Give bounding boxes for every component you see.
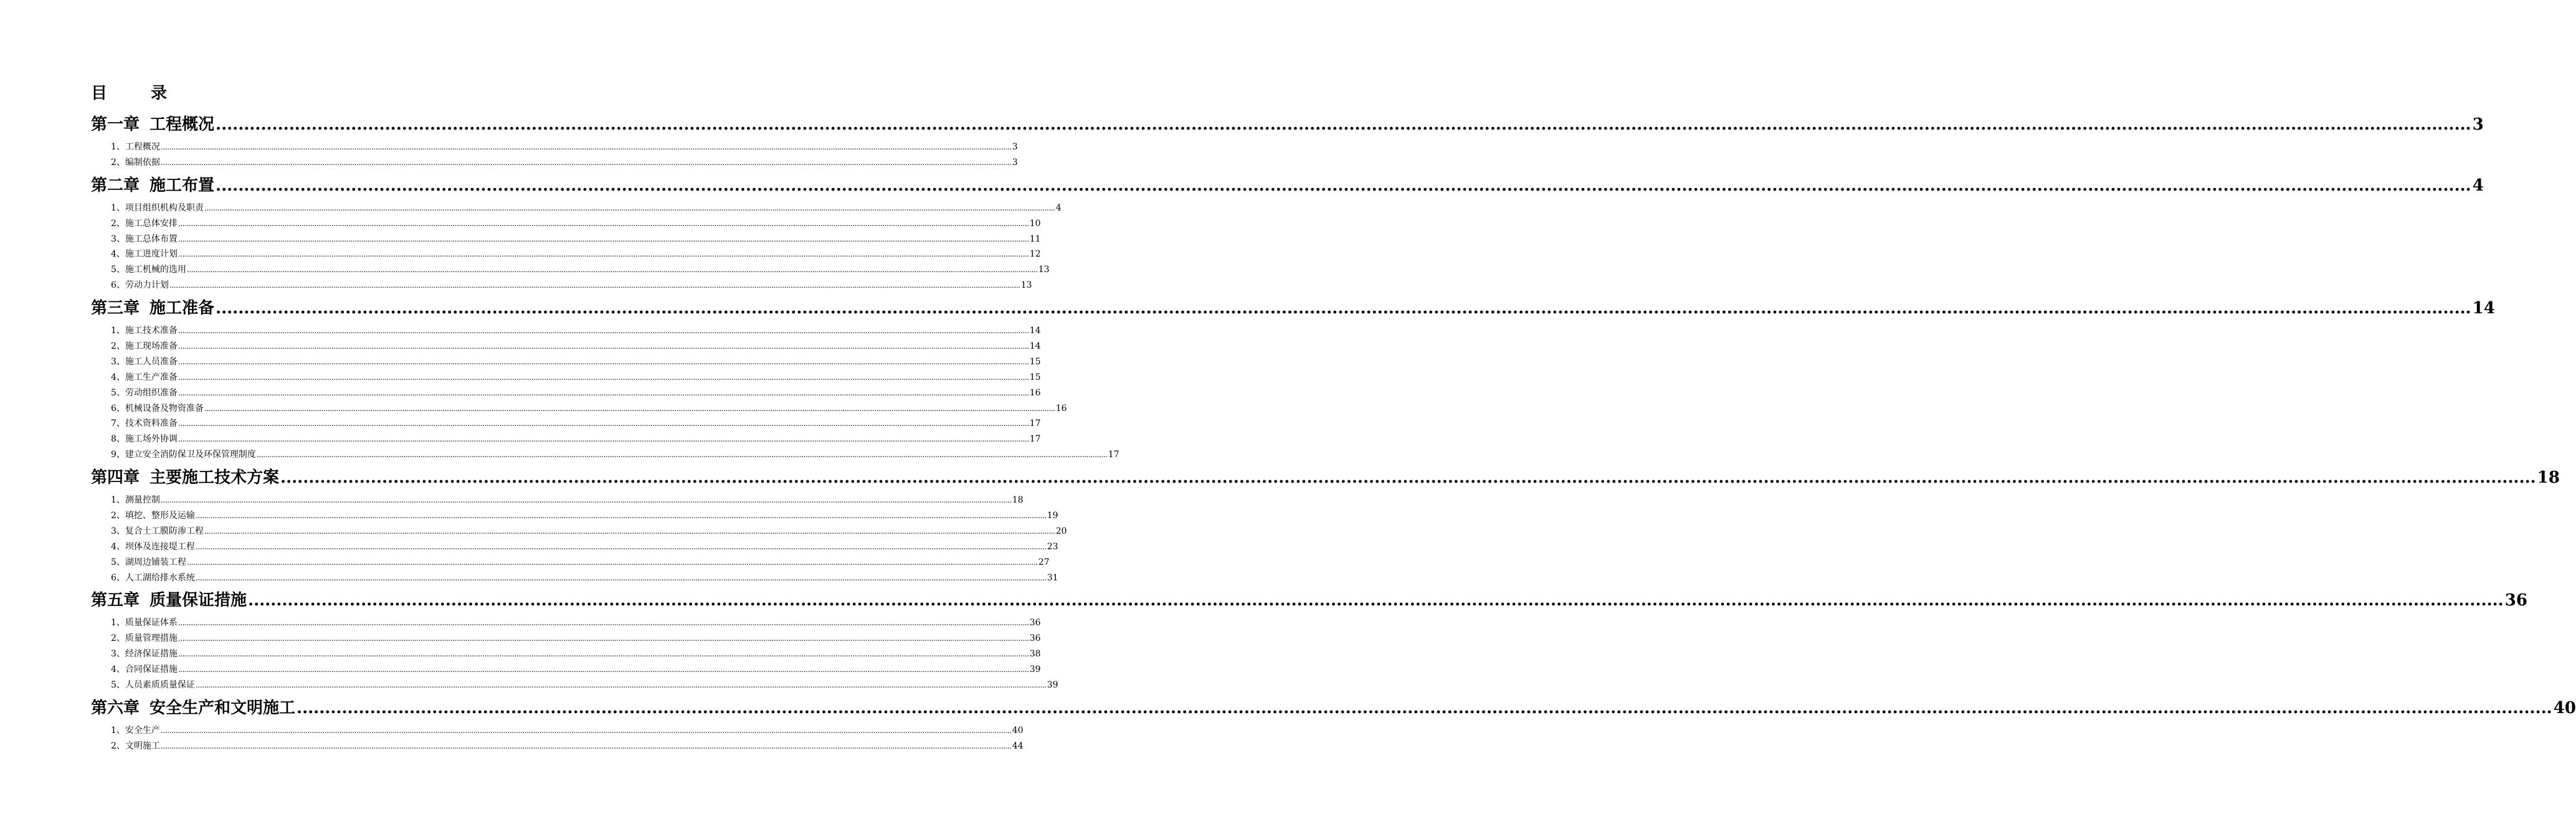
- chapter-number: 第三章: [91, 299, 140, 318]
- dot-leader: ................................................................................................................................................................................................................................................................................................................................................................................................................: [160, 143, 1012, 151]
- toc-section-entry[interactable]: [91, 354, 1041, 370]
- dot-leader: ................................................................................................................................................................................................................................................................................................................................................................................................................: [160, 741, 1012, 750]
- section-page-number: 44: [1012, 740, 1024, 751]
- section-title: 3、施工总体布置: [111, 234, 178, 244]
- dot-leader: ................................................................................................................................................................................................................................................................................................................................................................................................................: [186, 557, 1038, 567]
- section-title: 7、技术资料准备: [111, 418, 178, 429]
- chapter-title: 施工布置: [150, 176, 215, 195]
- chapter-number: 第五章: [91, 591, 140, 610]
- toc-section-entry[interactable]: [91, 447, 1119, 463]
- section-title: 2、施工现场准备: [111, 341, 178, 352]
- chapter-title: 主要施工技术方案: [150, 468, 280, 488]
- section-page-number: 19: [1047, 511, 1058, 521]
- section-page-number: 38: [1029, 649, 1041, 660]
- section-title: 5、湖周边铺装工程: [111, 557, 186, 567]
- toc-section-entry[interactable]: [91, 678, 1058, 693]
- section-page-number: 36: [1029, 618, 1041, 628]
- toc-section-entry[interactable]: [91, 247, 1041, 262]
- section-page-number: 3: [1012, 142, 1018, 152]
- dot-leader: ................................................................................................................................................................................................................................................................................................................................................................................................................: [204, 526, 1055, 536]
- toc-section-entry[interactable]: [91, 401, 1067, 417]
- section-title: 6、劳动力计划: [111, 280, 169, 291]
- toc-section-entry[interactable]: [91, 140, 1018, 155]
- section-page-number: 13: [1038, 265, 1050, 275]
- toc-chapter-entry[interactable]: [91, 463, 2560, 493]
- chapter-number: 第一章: [91, 115, 140, 134]
- chapter-title: 施工准备: [150, 299, 215, 318]
- dot-leader: ................................................................................................................................................................................................................................................................................................................................................................................................................: [186, 265, 1038, 275]
- chapter-page-number: 40: [2553, 698, 2576, 717]
- section-page-number: 16: [1055, 403, 1067, 414]
- section-page-number: 15: [1029, 372, 1041, 382]
- section-page-number: 39: [1047, 680, 1058, 691]
- toc-section-entry[interactable]: [91, 432, 1041, 447]
- chapter-number: 第四章: [91, 468, 140, 488]
- dot-leader: ................................................................................................................................................................................................................................................................................................................................................................................................................: [195, 573, 1047, 582]
- section-title: 2、质量管理措施: [111, 633, 178, 644]
- toc-section-entry[interactable]: [91, 323, 1041, 339]
- section-page-number: 4: [1055, 202, 1062, 213]
- dot-leader: ................................................................................................................................................................................................................................................................................................................................................................................................................: [216, 176, 2471, 195]
- section-page-number: 27: [1038, 557, 1050, 567]
- section-title: 4、合同保证措施: [111, 664, 178, 675]
- toc-section-entry[interactable]: [91, 216, 1041, 232]
- toc-section-entry[interactable]: [91, 370, 1041, 385]
- section-title: 8、施工场外协调: [111, 434, 178, 445]
- toc-chapter-entry[interactable]: [91, 693, 2576, 723]
- section-page-number: 15: [1029, 356, 1041, 367]
- dot-leader: ................................................................................................................................................................................................................................................................................................................................................................................................................: [160, 158, 1012, 167]
- section-page-number: 12: [1029, 249, 1041, 260]
- dot-leader: ................................................................................................................................................................................................................................................................................................................................................................................................................: [178, 665, 1029, 674]
- toc-section-entry[interactable]: [91, 739, 1024, 754]
- dot-leader: ................................................................................................................................................................................................................................................................................................................................................................................................................: [178, 234, 1029, 244]
- toc-section-entry[interactable]: [91, 555, 1050, 570]
- section-page-number: 14: [1029, 326, 1041, 336]
- dot-leader: ................................................................................................................................................................................................................................................................................................................................................................................................................: [195, 681, 1047, 690]
- section-page-number: 16: [1029, 387, 1041, 398]
- dot-leader: ................................................................................................................................................................................................................................................................................................................................................................................................................: [216, 299, 2471, 318]
- chapter-title: 安全生产和文明施工: [150, 698, 296, 717]
- dot-leader: ................................................................................................................................................................................................................................................................................................................................................................................................................: [178, 357, 1029, 366]
- dot-leader: ................................................................................................................................................................................................................................................................................................................................................................................................................: [297, 698, 2552, 717]
- toc-section-entry[interactable]: [91, 631, 1041, 646]
- chapter-title: 质量保证措施: [150, 591, 247, 610]
- section-title: 4、施工进度计划: [111, 249, 178, 260]
- section-title: 3、经济保证措施: [111, 649, 178, 660]
- dot-leader: ................................................................................................................................................................................................................................................................................................................................................................................................................: [178, 342, 1029, 351]
- section-page-number: 20: [1055, 526, 1067, 536]
- section-page-number: 10: [1029, 218, 1041, 229]
- section-page-number: 3: [1012, 157, 1018, 168]
- chapter-page-number: 4: [2472, 176, 2484, 195]
- section-page-number: 40: [1012, 725, 1024, 735]
- toc-section-entry[interactable]: [91, 385, 1041, 401]
- toc-section-entry[interactable]: [91, 201, 1062, 216]
- section-title: 4、坝体及连接堤工程: [111, 541, 195, 552]
- section-title: 5、施工机械的选用: [111, 265, 186, 275]
- toc-section-entry[interactable]: [91, 615, 1041, 631]
- dot-leader: ................................................................................................................................................................................................................................................................................................................................................................................................................: [169, 281, 1020, 290]
- toc-section-entry[interactable]: [91, 723, 1024, 739]
- chapter-page-number: 3: [2472, 115, 2484, 134]
- section-title: 3、复合土工膜防渗工程: [111, 526, 204, 536]
- toc-section-entry[interactable]: [91, 508, 1058, 524]
- section-page-number: 14: [1029, 341, 1041, 352]
- dot-leader: ................................................................................................................................................................................................................................................................................................................................................................................................................: [195, 542, 1047, 551]
- section-title: 9、建立安全消防保卫及环保管理制度: [111, 450, 256, 460]
- toc-title: [91, 82, 167, 105]
- toc-title-left: 目: [91, 84, 108, 103]
- section-title: 6、人工湖给排水系统: [111, 572, 195, 583]
- toc-section-entry[interactable]: [91, 416, 1041, 432]
- section-page-number: 17: [1029, 418, 1041, 429]
- section-title: 4、施工生产准备: [111, 372, 178, 382]
- section-page-number: 18: [1012, 495, 1024, 506]
- toc-section-entry[interactable]: [91, 339, 1041, 354]
- section-title: 1、工程概况: [111, 142, 160, 152]
- toc-section-entry[interactable]: [91, 155, 1018, 171]
- toc-section-entry[interactable]: [91, 662, 1041, 678]
- dot-leader: ................................................................................................................................................................................................................................................................................................................................................................................................................: [178, 326, 1029, 336]
- section-title: 2、填挖、整形及运输: [111, 511, 195, 521]
- section-title: 2、文明施工: [111, 740, 160, 751]
- section-title: 1、项目组织机构及职责: [111, 202, 204, 213]
- dot-leader: ................................................................................................................................................................................................................................................................................................................................................................................................................: [248, 591, 2504, 610]
- section-title: 6、机械设备及物资准备: [111, 403, 204, 414]
- dot-leader: ................................................................................................................................................................................................................................................................................................................................................................................................................: [280, 468, 2536, 488]
- section-title: 1、质量保证体系: [111, 618, 178, 628]
- dot-leader: ................................................................................................................................................................................................................................................................................................................................................................................................................: [178, 634, 1029, 643]
- toc-section-entry[interactable]: [91, 570, 1058, 586]
- chapter-number: 第六章: [91, 698, 140, 717]
- section-title: 3、施工人员准备: [111, 356, 178, 367]
- toc-section-entry[interactable]: [91, 262, 1050, 278]
- section-title: 1、安全生产: [111, 725, 160, 735]
- toc-section-entry[interactable]: [91, 232, 1041, 247]
- dot-leader: ................................................................................................................................................................................................................................................................................................................................................................................................................: [216, 115, 2471, 134]
- dot-leader: ................................................................................................................................................................................................................................................................................................................................................................................................................: [178, 419, 1029, 428]
- toc-chapter-entry[interactable]: [91, 110, 2484, 140]
- section-title: 2、施工总体安排: [111, 218, 178, 229]
- toc-chapter-entry[interactable]: [91, 171, 2484, 201]
- chapter-number: 第二章: [91, 176, 140, 195]
- dot-leader: ................................................................................................................................................................................................................................................................................................................................................................................................................: [204, 404, 1055, 413]
- section-page-number: 36: [1029, 633, 1041, 644]
- toc-title-right: 录: [151, 84, 168, 103]
- toc-section-entry[interactable]: [91, 278, 1032, 293]
- section-title: 2、编制依据: [111, 157, 160, 168]
- section-page-number: 11: [1029, 234, 1041, 244]
- dot-leader: ................................................................................................................................................................................................................................................................................................................................................................................................................: [178, 650, 1029, 659]
- toc-section-entry[interactable]: [91, 493, 1024, 508]
- chapter-title: 工程概况: [150, 115, 215, 134]
- toc-section-entry[interactable]: [91, 524, 1067, 539]
- dot-leader: ................................................................................................................................................................................................................................................................................................................................................................................................................: [160, 726, 1012, 735]
- section-title: 5、劳动组织准备: [111, 387, 178, 398]
- section-page-number: 17: [1029, 434, 1041, 445]
- dot-leader: ................................................................................................................................................................................................................................................................................................................................................................................................................: [178, 388, 1029, 397]
- dot-leader: ................................................................................................................................................................................................................................................................................................................................................................................................................: [195, 511, 1047, 521]
- section-page-number: 39: [1029, 664, 1041, 675]
- dot-leader: ................................................................................................................................................................................................................................................................................................................................................................................................................: [178, 219, 1029, 228]
- section-page-number: 23: [1047, 541, 1058, 552]
- toc-chapter-entry[interactable]: [91, 293, 2495, 323]
- dot-leader: ................................................................................................................................................................................................................................................................................................................................................................................................................: [256, 450, 1108, 460]
- toc-chapter-entry[interactable]: [91, 585, 2527, 615]
- dot-leader: ................................................................................................................................................................................................................................................................................................................................................................................................................: [178, 372, 1029, 382]
- dot-leader: ................................................................................................................................................................................................................................................................................................................................................................................................................: [178, 618, 1029, 628]
- section-title: 5、人员素质质量保证: [111, 680, 195, 691]
- chapter-page-number: 18: [2537, 468, 2560, 488]
- section-page-number: 13: [1020, 280, 1032, 291]
- section-title: 1、测量控制: [111, 495, 160, 506]
- dot-leader: ................................................................................................................................................................................................................................................................................................................................................................................................................: [178, 250, 1029, 259]
- section-page-number: 17: [1108, 450, 1119, 460]
- section-page-number: 31: [1047, 572, 1058, 583]
- dot-leader: ................................................................................................................................................................................................................................................................................................................................................................................................................: [204, 203, 1055, 212]
- section-title: 1、施工技术准备: [111, 326, 178, 336]
- chapter-page-number: 36: [2504, 591, 2527, 610]
- dot-leader: ................................................................................................................................................................................................................................................................................................................................................................................................................: [160, 496, 1012, 505]
- toc-section-entry[interactable]: [91, 646, 1041, 662]
- chapter-page-number: 14: [2472, 299, 2495, 318]
- table-of-contents: [91, 110, 2576, 754]
- dot-leader: ................................................................................................................................................................................................................................................................................................................................................................................................................: [178, 435, 1029, 444]
- toc-section-entry[interactable]: [91, 539, 1058, 555]
